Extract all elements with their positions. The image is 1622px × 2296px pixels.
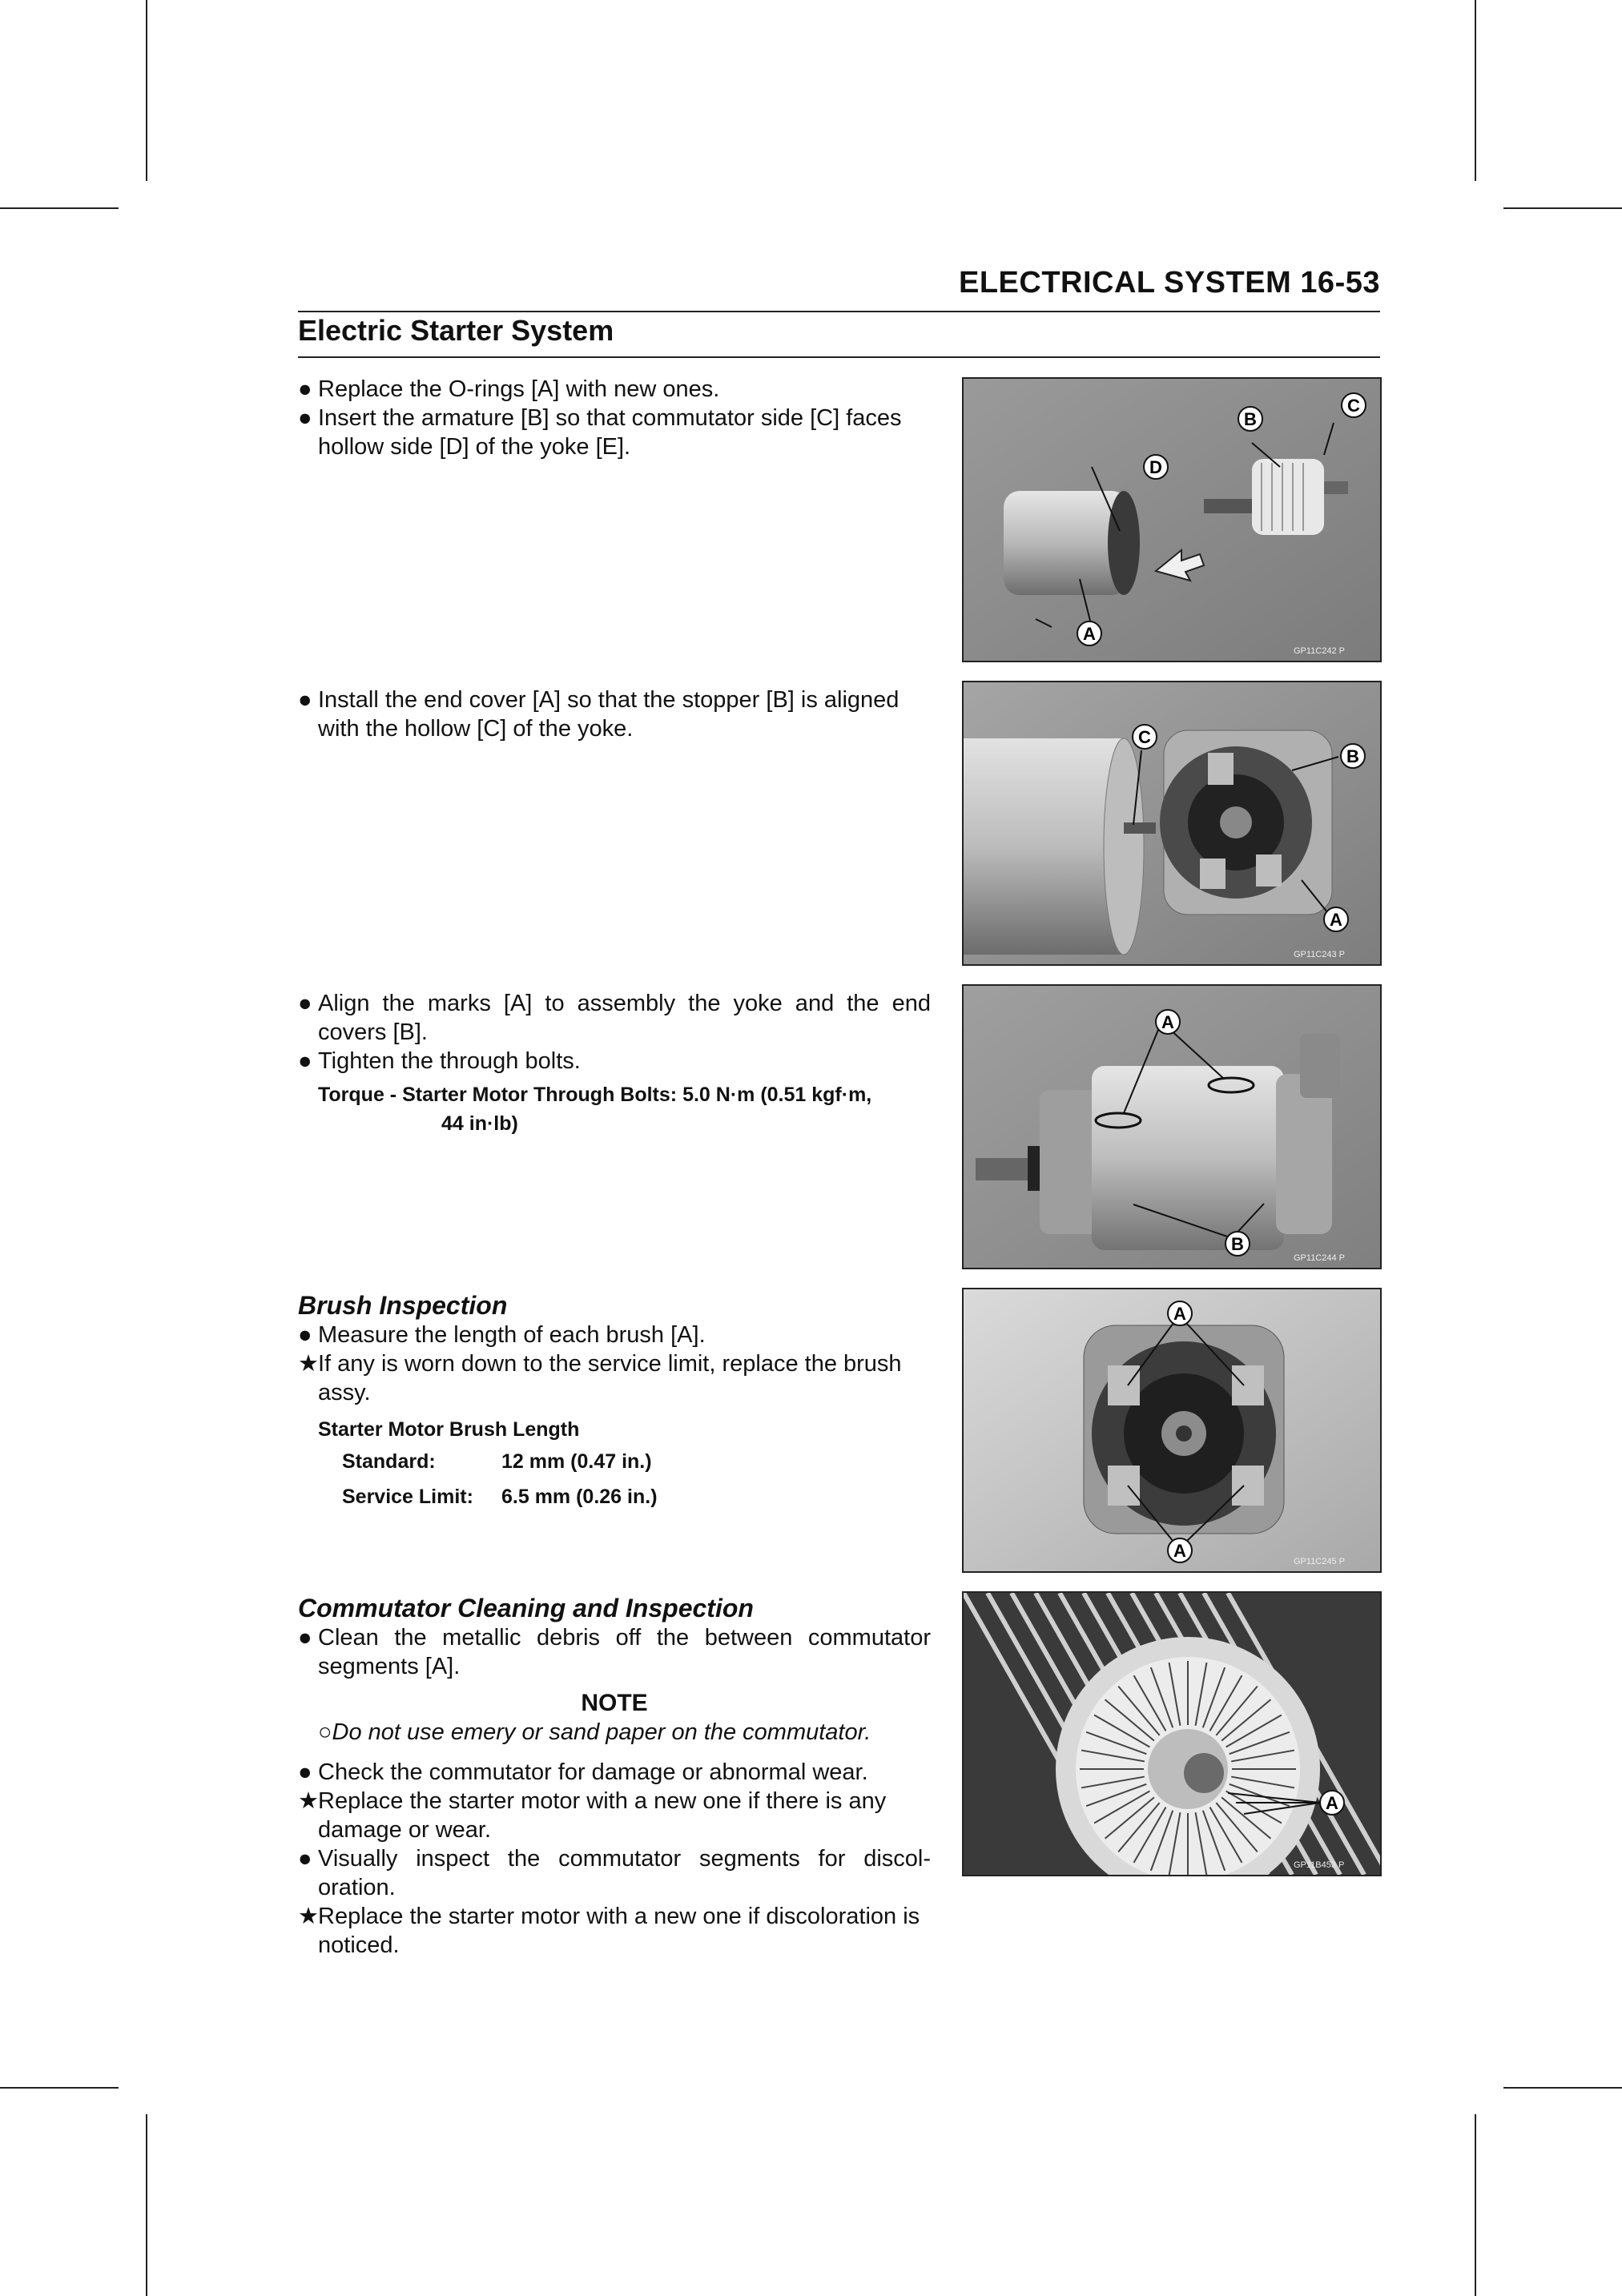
section-rule — [298, 356, 1380, 358]
crop-mark — [146, 0, 147, 181]
yoke-shape — [964, 738, 1124, 955]
callout-label: A — [1173, 1304, 1186, 1324]
item-text: Tighten the through bolts. — [318, 1048, 581, 1074]
brush-length-spec — [318, 1415, 931, 1514]
header-rule — [298, 311, 1380, 312]
commutator-block — [298, 1593, 931, 1960]
photo-code: GP11C245 P — [1294, 1557, 1346, 1566]
callout-label: C — [1138, 727, 1151, 747]
spec-value: 12 mm (0.47 in.) — [501, 1450, 652, 1473]
crop-mark — [0, 207, 119, 209]
list-item — [298, 375, 931, 404]
bullet-icon: ● — [298, 1846, 312, 1872]
spec-title: Starter Motor Brush Length — [318, 1418, 580, 1441]
photo-armature-insertion — [962, 377, 1382, 662]
instruction-block-2 — [298, 686, 931, 743]
torque-value: 5.0 N·m (0.51 kgf·m, — [682, 1084, 872, 1106]
bullet-icon: ● — [298, 1322, 312, 1348]
star-icon: ★ — [298, 1788, 319, 1814]
bullet-icon: ● — [298, 991, 312, 1016]
note-title: NOTE — [581, 1690, 648, 1716]
callout-label: A — [1173, 1541, 1186, 1561]
photo-code: GP11B453 P — [1294, 1860, 1345, 1870]
item-text: If any is worn down to the service limit, replace the brush assy. — [318, 1351, 902, 1405]
callout-label: A — [1326, 1793, 1338, 1813]
circle-bullet-icon: ○ — [318, 1719, 332, 1745]
item-text: Align the marks [A] to assembly the yoke and the end covers [B]. — [318, 991, 931, 1045]
list-item — [298, 1844, 931, 1902]
bullet-icon: ● — [298, 1048, 312, 1074]
commutator-heading: Commutator Cleaning and Inspection — [298, 1594, 754, 1622]
brush-inspection-heading: Brush Inspection — [298, 1291, 508, 1320]
torque-value-cont: 44 in·lb) — [441, 1112, 518, 1135]
photo-alignment-marks — [962, 984, 1382, 1269]
torque-spec — [318, 1080, 931, 1138]
item-text: Replace the starter motor with a new one if there is any damage or wear. — [318, 1788, 887, 1843]
bullet-icon: ● — [298, 1625, 312, 1651]
list-item — [298, 1047, 931, 1076]
spec-value: 6.5 mm (0.26 in.) — [501, 1486, 658, 1508]
callout-label: C — [1347, 396, 1360, 416]
bullet-icon: ● — [298, 687, 312, 713]
crop-mark — [146, 2114, 147, 2296]
callout-label: A — [1083, 624, 1096, 644]
callout-label: B — [1231, 1234, 1244, 1254]
photo-code: GP11C242 P — [1294, 646, 1346, 656]
list-item — [298, 404, 931, 461]
item-text: Visually inspect the commutator segments for discol-oration. — [318, 1846, 931, 1900]
page-header-title: ELECTRICAL SYSTEM 16-53 — [958, 266, 1380, 300]
bullet-icon: ● — [298, 376, 312, 402]
photo-brush-inspection — [962, 1288, 1382, 1573]
photo-code: GP11C243 P — [1294, 950, 1346, 959]
note-text-line — [318, 1718, 931, 1747]
crop-mark — [1475, 0, 1476, 181]
list-item — [298, 1787, 931, 1844]
bullet-icon: ● — [298, 1759, 312, 1785]
item-text: Check the commutator for damage or abnormal wear. — [318, 1759, 868, 1785]
photo-end-cover — [962, 681, 1382, 966]
crop-mark — [0, 2087, 119, 2089]
list-item — [298, 1623, 931, 1681]
photo-commutator — [962, 1591, 1382, 1876]
crop-mark — [1503, 2087, 1622, 2089]
bullet-icon: ● — [298, 405, 312, 431]
callout-label: D — [1149, 457, 1162, 477]
photo-code: GP11C244 P — [1294, 1253, 1346, 1263]
item-text: Install the end cover [A] so that the stopper [B] is aligned with the hollow [C] of the yoke. — [318, 687, 900, 742]
item-text: Measure the length of each brush [A]. — [318, 1322, 706, 1348]
callout-label: B — [1244, 409, 1257, 429]
spec-row-standard — [318, 1444, 931, 1479]
callout-label: A — [1330, 910, 1342, 930]
list-item — [298, 989, 931, 1047]
list-item — [298, 1321, 931, 1349]
brush-inspection-block — [298, 1290, 931, 1514]
spec-label: Service Limit: — [342, 1486, 473, 1508]
instruction-block-1 — [298, 375, 931, 461]
crop-mark — [1503, 207, 1622, 209]
list-item — [298, 1758, 931, 1787]
armature-shape — [1252, 459, 1324, 535]
item-text: Replace the O-rings [A] with new ones. — [318, 376, 720, 402]
star-icon: ★ — [298, 1351, 319, 1377]
spec-label: Standard: — [342, 1450, 436, 1473]
callout-label: A — [1161, 1012, 1174, 1032]
callout-label: B — [1346, 746, 1359, 766]
crop-mark — [1475, 2114, 1476, 2296]
torque-label: Torque - Starter Motor Through Bolts: — [318, 1084, 678, 1106]
item-text: Replace the starter motor with a new one if discoloration is noticed. — [318, 1904, 920, 1958]
list-item — [298, 1902, 931, 1960]
item-text: Insert the armature [B] so that commutator side [C] faces hollow side [D] of the yoke [E]. — [318, 405, 902, 460]
list-item — [298, 1349, 931, 1407]
section-title: Electric Starter System — [298, 314, 614, 347]
note-text: Do not use emery or sand paper on the commutator. — [332, 1719, 871, 1745]
list-item — [298, 686, 931, 743]
item-text: Clean the metallic debris off the between commutator segments [A]. — [318, 1625, 931, 1679]
instruction-block-3 — [298, 989, 931, 1138]
star-icon: ★ — [298, 1904, 319, 1929]
spec-row-limit — [318, 1479, 931, 1514]
